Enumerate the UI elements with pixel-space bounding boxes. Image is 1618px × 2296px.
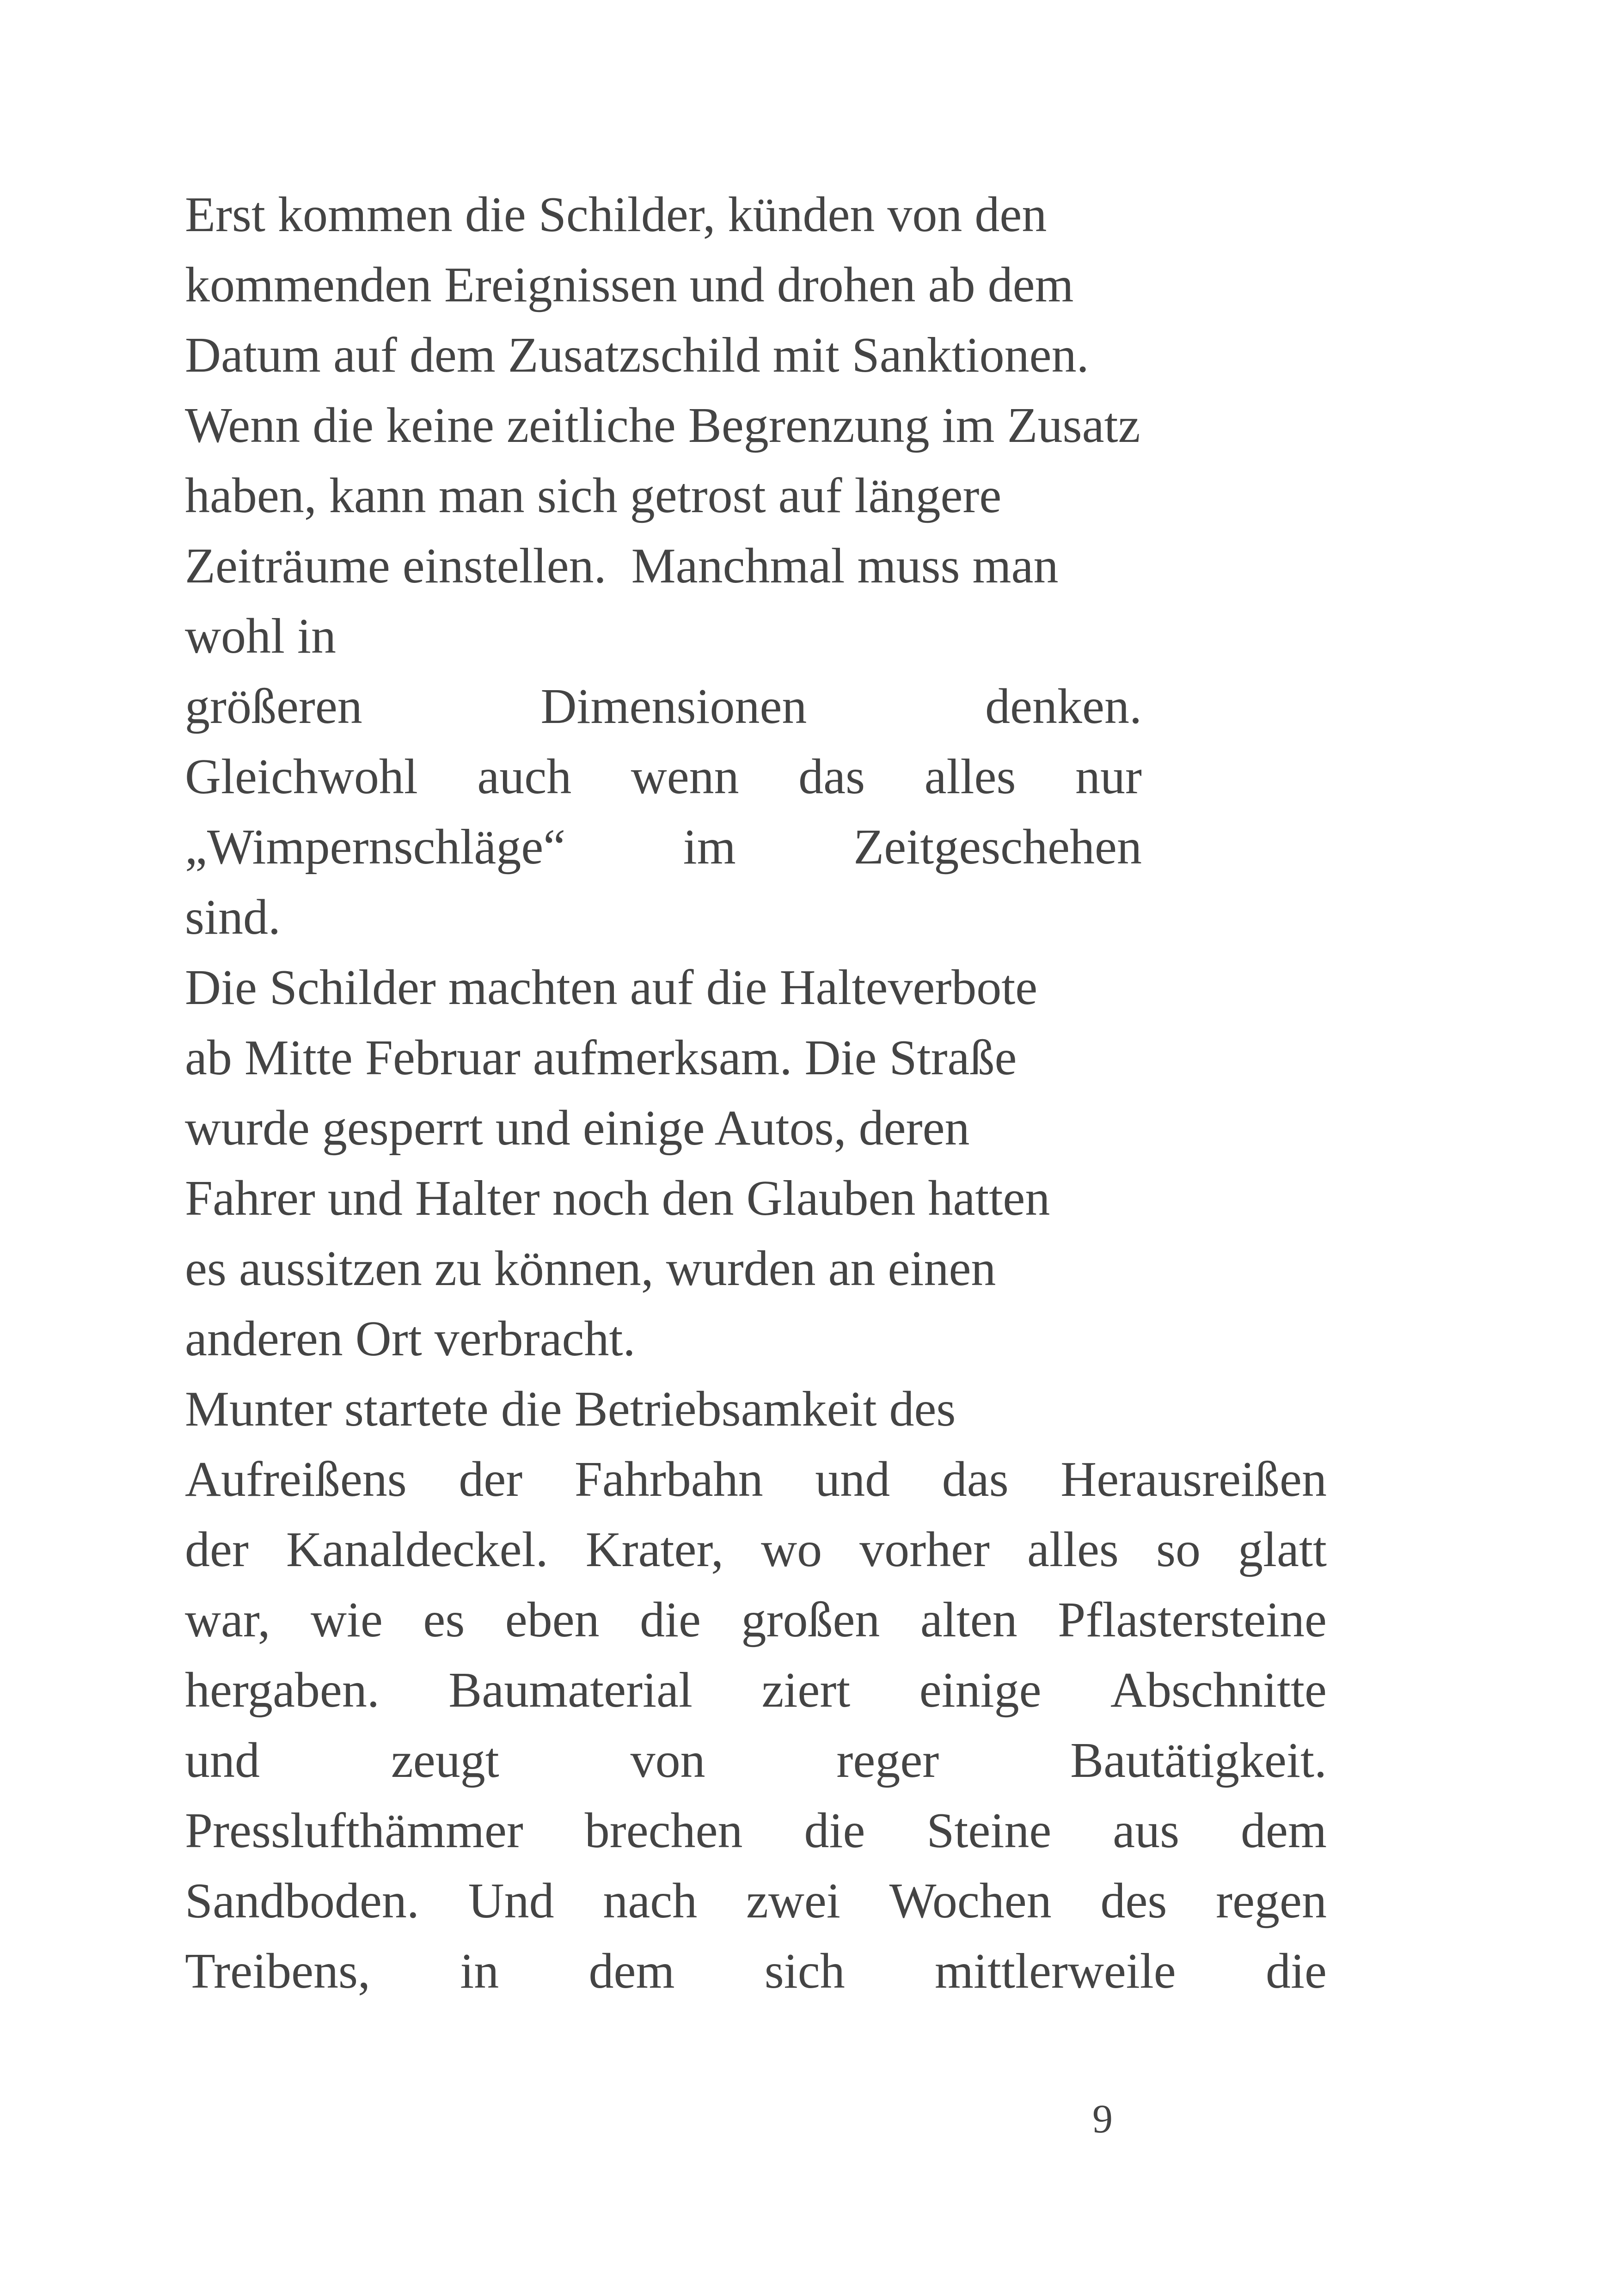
text-word: Kanaldeckel. — [286, 1522, 548, 1577]
text-word: regen — [1216, 1874, 1327, 1929]
text-word: sich — [764, 1944, 845, 1999]
text-line: Fahrer und Halter noch den Glauben hatten — [185, 1171, 1050, 1226]
text-word: die — [640, 1592, 701, 1647]
text-word: Baumaterial — [448, 1663, 693, 1718]
text-line: Die Schilder machten auf die Halteverbote — [185, 960, 1038, 1015]
text-line: Datum auf dem Zusatzschild mit Sanktionen. — [185, 328, 1089, 383]
text-line — [185, 1586, 1327, 1655]
text-word: hergaben. — [185, 1663, 380, 1718]
text-line — [185, 813, 1142, 882]
text-word: des — [1100, 1874, 1167, 1929]
text-word: Wochen — [889, 1874, 1052, 1929]
text-word: Dimensionen — [540, 679, 807, 734]
text-word: der — [459, 1452, 523, 1507]
text-line: Munter startete die Betriebsamkeit des — [185, 1382, 956, 1437]
text-line — [185, 1867, 1327, 1936]
text-word: glatt — [1238, 1522, 1327, 1577]
text-line: wohl in — [185, 609, 337, 664]
text-word: brechen — [584, 1803, 743, 1858]
text-word: und — [815, 1452, 890, 1507]
text-word: Krater, — [585, 1522, 724, 1577]
text-line: es aussitzen zu können, wurden an einen — [185, 1241, 996, 1296]
text-line: ab Mitte Februar aufmerksam. Die Straße — [185, 1030, 1017, 1085]
text-word: es — [423, 1592, 465, 1647]
text-line — [185, 1445, 1327, 1514]
text-line: sind. — [185, 890, 281, 945]
text-word: nur — [1075, 749, 1142, 804]
text-word: ziert — [761, 1663, 851, 1718]
text-line — [185, 1796, 1327, 1866]
text-line: Erst kommen die Schilder, künden von den — [185, 187, 1047, 242]
text-word: Steine — [926, 1803, 1052, 1858]
text-word: auch — [477, 749, 572, 804]
text-word: alles — [1027, 1522, 1119, 1577]
text-word: dem — [1241, 1803, 1327, 1858]
text-word: Pflastersteine — [1058, 1592, 1327, 1647]
text-word: reger — [836, 1733, 939, 1788]
text-word: Sandboden. — [185, 1874, 419, 1929]
text-word: die — [804, 1803, 865, 1858]
text-word: alles — [924, 749, 1016, 804]
text-word: nach — [603, 1874, 698, 1929]
text-word: einige — [919, 1663, 1042, 1718]
text-word: Presslufthämmer — [185, 1803, 523, 1858]
text-word: alten — [920, 1592, 1017, 1647]
text-word: eben — [505, 1592, 600, 1647]
text-word: großen — [741, 1592, 880, 1647]
text-word: Herausreißen — [1060, 1452, 1327, 1507]
text-word: die — [1265, 1944, 1327, 1999]
text-word: in — [460, 1944, 499, 1999]
text-line: haben, kann man sich getrost auf längere — [185, 468, 1002, 523]
text-word: Treibens, — [185, 1944, 371, 1999]
text-word: der — [185, 1522, 249, 1577]
text-line — [185, 1515, 1327, 1585]
text-word: größeren — [185, 679, 362, 734]
text-word: Fahrbahn — [574, 1452, 763, 1507]
text-word: Zeitgeschehen — [853, 820, 1142, 875]
text-line: Zeiträume einstellen. Manchmal muss man — [185, 539, 1059, 594]
text-line — [185, 672, 1142, 741]
page-number: 9 — [1092, 2097, 1113, 2142]
text-word: mittlerweile — [934, 1944, 1176, 1999]
text-word: wenn — [631, 749, 739, 804]
text-line — [185, 1726, 1327, 1795]
text-word: Gleichwohl — [185, 749, 418, 804]
text-word: Abschnitte — [1110, 1663, 1327, 1718]
text-word: Aufreißens — [185, 1452, 407, 1507]
text-word: im — [683, 820, 736, 875]
text-word: dem — [588, 1944, 675, 1999]
text-word: von — [630, 1733, 705, 1788]
text-word: war, — [185, 1592, 270, 1647]
text-word: und — [185, 1733, 260, 1788]
text-word: zeugt — [391, 1733, 499, 1788]
text-word: wo — [761, 1522, 822, 1577]
text-word: „Wimpernschläge“ — [185, 820, 566, 875]
text-word: das — [798, 749, 865, 804]
text-line: Wenn die keine zeitliche Begrenzung im Zusatz — [185, 398, 1140, 453]
text-line — [185, 1656, 1327, 1725]
text-word: denken. — [985, 679, 1142, 734]
text-line — [185, 742, 1142, 812]
text-word: zwei — [746, 1874, 840, 1929]
text-word: Bautätigkeit. — [1070, 1733, 1327, 1788]
text-word: wie — [311, 1592, 383, 1647]
text-word: Und — [468, 1874, 554, 1929]
text-word: aus — [1113, 1803, 1180, 1858]
text-line: kommenden Ereignissen und drohen ab dem — [185, 257, 1074, 312]
text-word: so — [1156, 1522, 1201, 1577]
text-line: anderen Ort verbracht. — [185, 1311, 636, 1366]
text-word: das — [942, 1452, 1009, 1507]
text-word: vorher — [859, 1522, 990, 1577]
text-line — [185, 1937, 1327, 2006]
text-line: wurde gesperrt und einige Autos, deren — [185, 1101, 970, 1156]
